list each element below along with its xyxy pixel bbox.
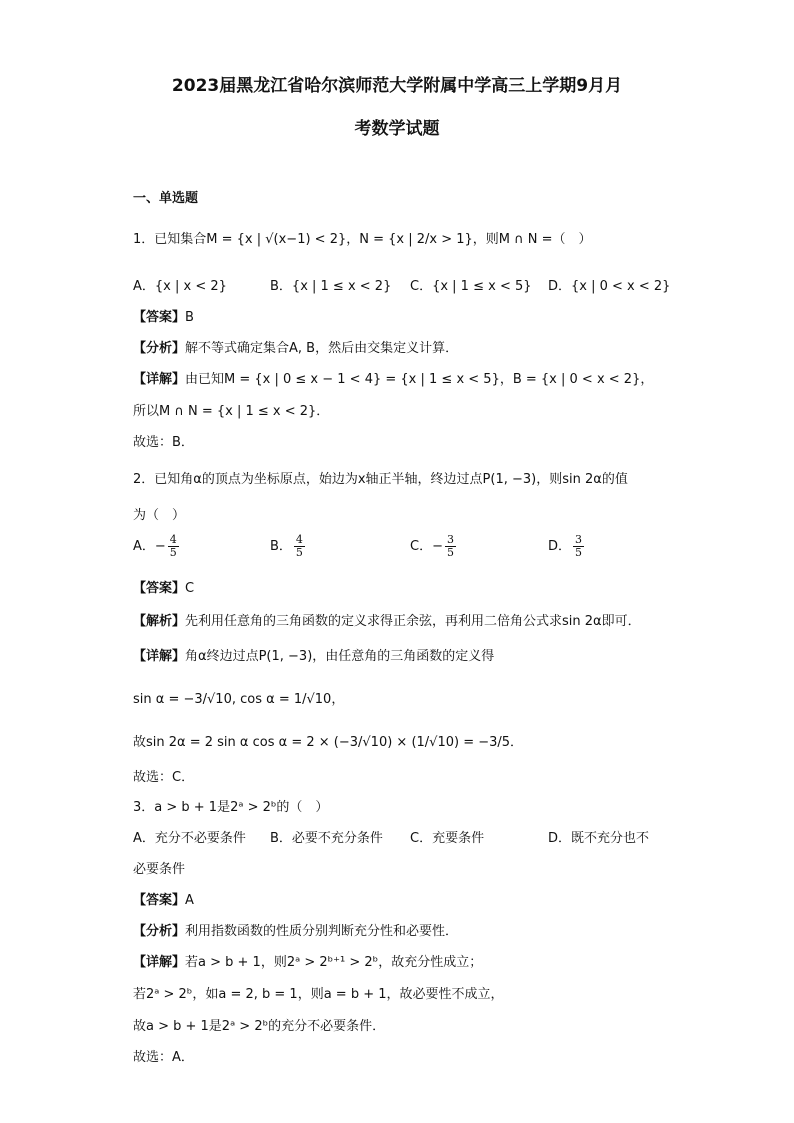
q1-option-c: C．{x | 1 ≤ x < 5}: [410, 279, 532, 294]
q3-answer-row: [133, 889, 194, 908]
q2-option-a-label: A．−: [133, 539, 166, 554]
q2-option-b-den: 5: [295, 546, 303, 559]
q3-answer: A: [185, 893, 194, 908]
q3-option-c: C．充要条件: [410, 831, 485, 846]
q3-analysis: 利用指数函数的性质分别判断充分性和必要性．: [185, 924, 459, 939]
q3-option-a: A．充分不必要条件: [133, 831, 246, 846]
q1-analysis-row: [133, 337, 458, 356]
q1-stem: 1．已知集合M = {x | √(x−1) < 2}，N = {x | 2/x > 1}，则M ∩ N =（ ）: [133, 232, 592, 247]
q2-option-b: [270, 534, 307, 559]
q1-answer-row: [133, 306, 194, 325]
q3-answer-tag: 【答案】: [133, 893, 186, 908]
q3-detail-row: [133, 951, 482, 970]
q3-detail-tag: 【详解】: [133, 955, 186, 970]
q2-option-b-num: 4: [295, 533, 303, 546]
q2-answer-tag: 【答案】: [133, 581, 186, 596]
q2-analysis-row: [133, 610, 641, 629]
q3-choose: 故选：A．: [133, 1050, 194, 1065]
q1-detail-row: [133, 368, 653, 387]
q3-detail-1: 若a > b + 1，则2ᵃ > 2ᵇ⁺¹ > 2ᵇ，故充分性成立；: [185, 955, 483, 970]
q1-answer-tag: 【答案】: [133, 310, 186, 325]
document-title-line2: 考数学试题: [354, 119, 440, 139]
q1-option-d: D．{x | 0 < x < 2}: [548, 279, 671, 294]
q2-option-b-fraction: [294, 534, 305, 559]
q3-detail-3: 故a > b + 1是2ᵃ > 2ᵇ的充分不必要条件．: [133, 1019, 386, 1034]
q2-answer-row: [133, 577, 194, 596]
q2-option-d-den: 5: [575, 546, 583, 559]
q2-option-a-num: 4: [169, 533, 177, 546]
q2-analysis: 先利用任意角的三角函数的定义求得正余弦，再利用二倍角公式求sin 2α即可．: [185, 614, 641, 629]
q2-option-c: [410, 534, 458, 559]
q1-detail-tag: 【详解】: [133, 372, 186, 387]
q2-option-c-label: C．−: [410, 539, 443, 554]
q2-choose: 故选：C．: [133, 770, 195, 785]
q2-option-d-num: 3: [575, 533, 583, 546]
q1-analysis: 解不等式确定集合A, B，然后由交集定义计算．: [185, 341, 459, 356]
q1-option-a: A．{x | x < 2}: [133, 279, 227, 294]
q1-answer: B: [185, 310, 194, 325]
q2-analysis-tag: 【解析】: [133, 614, 186, 629]
q2-detail-row: [133, 645, 494, 664]
q3-analysis-row: [133, 920, 458, 939]
q2-answer: C: [185, 581, 195, 596]
q3-option-d-continued: 必要条件: [133, 862, 186, 877]
q2-stem-2: 为（ ）: [133, 508, 186, 523]
q2-option-b-label: B．: [270, 539, 292, 554]
section-heading: 一、单选题: [133, 191, 199, 206]
q2-option-c-num: 3: [446, 533, 454, 546]
q3-option-d: D．既不充分也不: [548, 831, 650, 846]
q2-detail-2: sin α = −3/√10, cos α = 1/√10，: [133, 692, 345, 707]
q1-analysis-tag: 【分析】: [133, 341, 186, 356]
q2-option-d-label: D．: [548, 539, 572, 554]
q1-detail-2: 所以M ∩ N = {x | 1 ≤ x < 2}．: [133, 404, 330, 419]
q1-option-b: B．{x | 1 ≤ x < 2}: [270, 279, 392, 294]
q3-analysis-tag: 【分析】: [133, 924, 186, 939]
q3-detail-2: 若2ᵃ > 2ᵇ，如a = 2, b = 1，则a = b + 1，故必要性不成立，: [133, 987, 504, 1002]
q3-option-b: B．必要不充分条件: [270, 831, 383, 846]
q2-option-a: [133, 534, 181, 559]
q2-option-d: [548, 534, 586, 559]
q3-stem: 3．a > b + 1是2ᵃ > 2ᵇ的（ ）: [133, 800, 329, 815]
q2-detail-1: 角α终边过点P(1, −3)，由任意角的三角函数的定义得: [185, 649, 495, 664]
q2-option-c-den: 5: [446, 546, 454, 559]
q1-detail-1: 由已知M = {x | 0 ≤ x − 1 < 4} = {x | 1 ≤ x < 5}，B = {x | 0 < x < 2}，: [185, 372, 654, 387]
q2-stem-1: 2．已知角α的顶点为坐标原点，始边为x轴正半轴，终边过点P(1, −3)，则sin 2α的值: [133, 472, 628, 487]
q2-detail-3: 故sin 2α = 2 sin α cos α = 2 × (−3/√10) × (1/√10) = −3/5．: [133, 735, 524, 750]
q2-option-c-fraction: [445, 534, 456, 559]
q2-detail-tag: 【详解】: [133, 649, 186, 664]
q2-option-a-den: 5: [169, 546, 177, 559]
q2-option-a-fraction: [168, 534, 179, 559]
q1-choose: 故选：B．: [133, 435, 194, 450]
document-title-line1: 2023届黑龙江省哈尔滨师范大学附属中学高三上学期9月月: [171, 76, 623, 96]
q2-option-d-fraction: [573, 534, 584, 559]
